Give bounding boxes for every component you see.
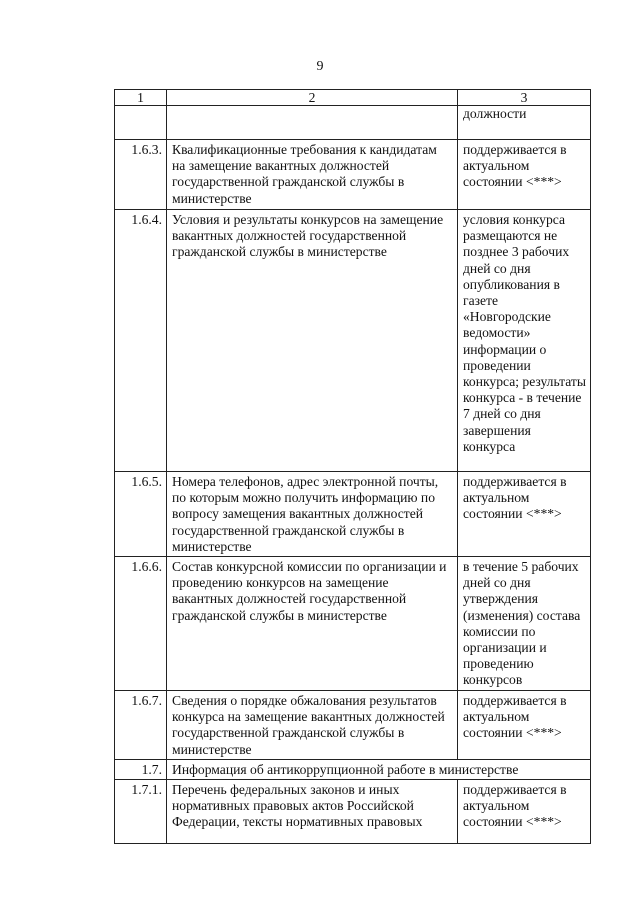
- row-number: 1.6.7.: [115, 691, 167, 760]
- column-header-3: 3: [458, 90, 591, 106]
- table-row: [115, 106, 591, 140]
- row-description: Состав конкурсной комиссии по организации и проведению конкурсов на замещение вакантных должностей государственной гражданской службы в министерстве: [167, 557, 458, 691]
- row-description: Квалификационные требования к кандидатам на замещение вакантных должностей государственной гражданской службы в министерстве: [167, 140, 458, 210]
- column-header-2: 2: [167, 90, 458, 106]
- row-number: 1.6.5.: [115, 472, 167, 557]
- table-row: [115, 557, 591, 691]
- table-header-row: [115, 90, 591, 106]
- column-header-1: 1: [115, 90, 167, 106]
- page-number: 9: [316, 59, 324, 74]
- row-term: в течение 5 рабочих дней со дня утверждения (изменения) состава комиссии по организации и проведению конкурсов: [458, 557, 591, 691]
- table-row: [115, 472, 591, 557]
- row-number: 1.6.3.: [115, 140, 167, 210]
- row-term: должности: [458, 106, 591, 140]
- row-term: поддерживается в актуальном состоянии <***>: [458, 691, 591, 760]
- row-number: 1.7.: [115, 759, 167, 779]
- row-term: условия конкурса размещаются не позднее 3 рабочих дней со дня опубликования в газете «Новгородские ведомости» информации о проведении конкурса; результаты конкурса - в течение 7 дней со дня завершения конкурса: [458, 210, 591, 472]
- row-description: Условия и результаты конкурсов на замещение вакантных должностей государственной гражданской службы в министерстве: [167, 210, 458, 472]
- section-row: [115, 759, 591, 779]
- row-term: поддерживается в актуальном состоянии <***>: [458, 472, 591, 557]
- row-number: 1.7.1.: [115, 780, 167, 844]
- section-title: Информация об антикоррупционной работе в министерстве: [167, 759, 591, 779]
- table-row: [115, 140, 591, 210]
- row-description: [167, 106, 458, 140]
- table-row: [115, 210, 591, 472]
- row-number: [115, 106, 167, 140]
- information-table: [114, 89, 591, 844]
- table-row: [115, 691, 591, 760]
- table-row: [115, 780, 591, 844]
- row-term: поддерживается в актуальном состоянии <***>: [458, 780, 591, 844]
- row-number: 1.6.6.: [115, 557, 167, 691]
- row-term: поддерживается в актуальном состоянии <***>: [458, 140, 591, 210]
- row-description: Перечень федеральных законов и иных нормативных правовых актов Российской Федерации, тексты нормативных правовых: [167, 780, 458, 844]
- row-number: 1.6.4.: [115, 210, 167, 472]
- row-description: Сведения о порядке обжалования результатов конкурса на замещение вакантных должностей государственной гражданской службы в министерстве: [167, 691, 458, 760]
- row-description: Номера телефонов, адрес электронной почты, по которым можно получить информацию по вопросу замещения вакантных должностей государственной гражданской службы в министерстве: [167, 472, 458, 557]
